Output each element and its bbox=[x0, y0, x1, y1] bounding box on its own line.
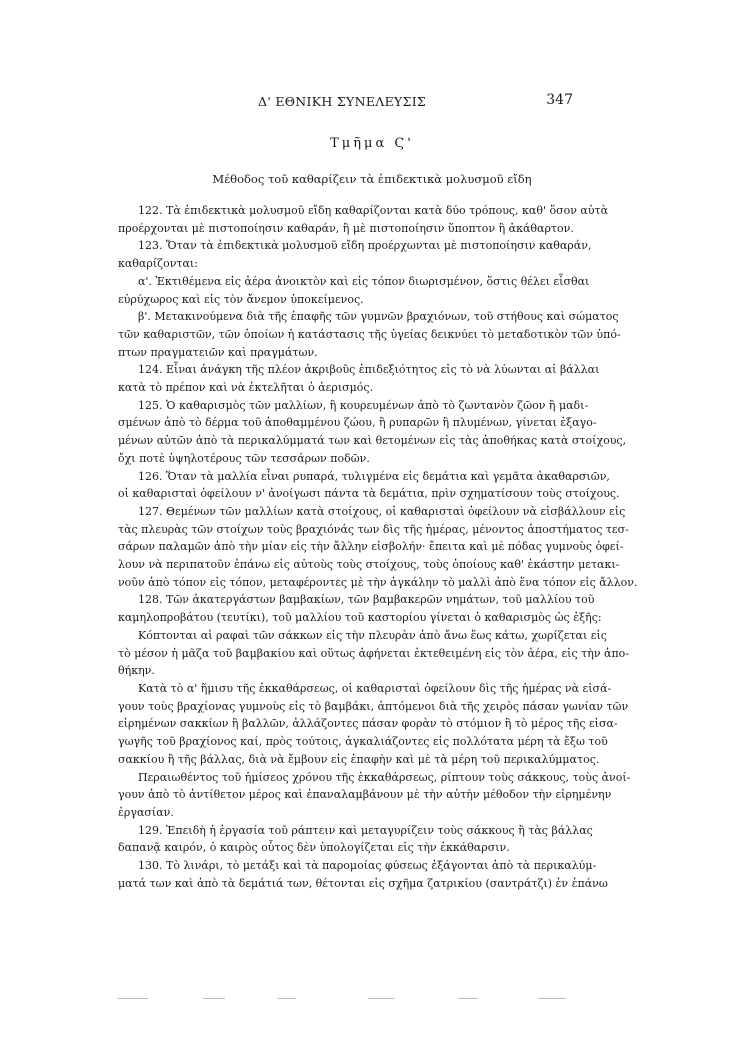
text-line: 129. Ἐπειδὴ ἡ ἐργασία τοῦ ράπτειν καὶ μεταγυρίζειν τοὺς σάκκους ἢ τὰς βάλλας bbox=[138, 823, 593, 837]
text-line: 130. Τὸ λινάρι, τὸ μετάξι καὶ τὰ παρομοίας φύσεως ἐξάγονται ἀπὸ τὰ περικαλύμ- bbox=[138, 859, 597, 873]
text-line: σάρων παλαμῶν ἀπὸ τὴν μίαν εἰς τὴν ἄλλην εἰσβολήν· ἔπειτα καὶ μὲ πόδας γυμνοὺς ὀφεί- bbox=[118, 540, 624, 554]
text-line: α'. Ἐκτιθέμενα εἰς ἀέρα ἀνοικτὸν καὶ εἰς τόπον διωρισμένον, ὅστις θέλει εἶσθαι bbox=[138, 274, 590, 288]
text-line: 127. Θεμένων τῶν μαλλίων κατὰ στοίχους, οἱ καθαρισταὶ ὀφείλουν νὰ εἰσβάλλουν εἰς bbox=[138, 504, 626, 518]
paragraph bbox=[118, 627, 630, 680]
text-line: προέρχονται μὲ πιστοποίησιν καθαράν, ἢ μὲ πιστοποίησιν ὕποπτον ἢ ἀκάθαρτον. bbox=[118, 221, 574, 235]
text-line: σακκίου ἢ τῆς βάλλας, διὰ νὰ ἔμβουν εἰς ἐπαφὴν καὶ μὲ τὰ μέρη τοῦ περικαλύμματος. bbox=[118, 752, 600, 766]
text-line: καμηλοπροβάτου (τευτίκι), τοῦ μαλλίου τοῦ καστορίου γίνεται ὁ καθαρισμὸς ὡς ἑξῆς: bbox=[118, 611, 602, 625]
text-line: 122. Τὰ ἐπιδεκτικὰ μολυσμοῦ εἴδη καθαρίζονται κατὰ δύο τρόπους, καθ' ὅσον αὐτὰ bbox=[138, 204, 609, 217]
running-head bbox=[118, 94, 573, 112]
paragraph bbox=[118, 397, 627, 468]
paragraph bbox=[118, 769, 631, 822]
text-line: σμένων ἀπὸ τὸ δέρμα τοῦ ἀποθαμμένου ζώου, ἢ ρυπαρῶν ἢ πλυμένων, γίνεται ἐξαγο- bbox=[118, 416, 597, 430]
text-line: θήκην. bbox=[118, 664, 155, 678]
page-number: 347 bbox=[546, 92, 573, 108]
running-title: Δ' ΕΘΝΙΚΗ ΣΥΝΕΛΕΥΣΙΣ bbox=[258, 94, 427, 109]
text-line: Περαιωθέντος τοῦ ἡμίσεος χρόνου τῆς ἐκκαθάρσεως, ρίπτουν τοὺς σάκκους, τοὺς ἀνοί- bbox=[138, 770, 631, 784]
text-line: 124. Εἶναι ἀνάγκη τῆς πλέον ἀκριβοῦς ἐπιδεξιότητος εἰς τὸ νὰ λύωνται αἱ βάλλαι bbox=[138, 363, 600, 377]
paragraph bbox=[118, 503, 638, 592]
scan-mark bbox=[368, 998, 394, 999]
text-line: 123. Ὅταν τὰ ἐπιδεκτικὰ μολυσμοῦ εἴδη προέρχωνται μὲ πιστοποίησιν καθαράν, bbox=[138, 239, 592, 253]
paragraph bbox=[118, 857, 608, 892]
text-line: τῶν καθαριστῶν, τῶν ὁποίων ἡ κατάστασις τῆς ὑγείας δεικνύει τὸ μεταδοτικὸν τῶν ὑπό- bbox=[118, 327, 621, 341]
text-line: μένων αὐτῶν ἀπὸ τὰ περικαλύμματά των καὶ θετομένων εἰς τὰς ἀποθήκας κατὰ στοίχους, bbox=[118, 434, 627, 448]
scan-mark bbox=[538, 998, 566, 999]
paragraph bbox=[118, 273, 590, 308]
scan-mark bbox=[118, 998, 148, 999]
text-line: τὰς πλευρὰς τῶν στοίχων τοὺς βραχιόνάς των δὶς τῆς ἡμέρας, μένοντος ἀποστήματος τεσ- bbox=[118, 522, 629, 536]
text-line: 125. Ὁ καθαρισμὸς τῶν μαλλίων, ἢ κουρευμένων ἀπὸ τὸ ζωντανὸν ζῶον ἢ μαδι- bbox=[138, 398, 589, 412]
text-line: ματά των καὶ ἀπὸ τὰ δεμάτιά των, θέτονται εἰς σχῆμα ζατρικίου (σαντράτζι) ἐν ἐπάνω bbox=[118, 876, 608, 890]
text-line: νοῦν ἀπὸ τόπον εἰς τόπον, μεταφέροντες μὲ τὴν ἀγκάλην τὸ μαλλὶ ἀπὸ ἕνα τόπον εἰς ἄλλον. bbox=[118, 575, 638, 589]
scan-mark bbox=[203, 998, 225, 999]
text-line: ὄχι ποτὲ ὑψηλοτέρους τῶν τεσσάρων ποδῶν. bbox=[118, 451, 370, 465]
text-line: εἰρημένων σακκίων ἢ βαλλῶν, ἀλλάζοντες πάσαν φορὰν τὸ στόμιον ἢ τὸ μέρος τῆς εἰσα- bbox=[118, 717, 618, 731]
scan-mark bbox=[458, 998, 478, 999]
text-line: Κόπτονται αἱ ραφαὶ τῶν σάκκων εἰς τὴν πλευρὰν ἀπὸ ἄνω ἕως κάτω, χωρίζεται εἰς bbox=[138, 628, 607, 642]
paragraph bbox=[118, 591, 602, 626]
text-line: κατὰ τὸ πρέπον καὶ νὰ ἐκτελῆται ὁ ἀερισμός. bbox=[118, 381, 374, 395]
text-line: Κατὰ τὸ α' ἥμισυ τῆς ἐκκαθάρσεως, οἱ καθαρισταὶ ὀφείλουν δὶς τῆς ἡμέρας νὰ εἰσά- bbox=[138, 681, 612, 695]
text-line: 128. Τῶν ἀκατεργάστων βαμβακίων, τῶν βαμβακερῶν νημάτων, τοῦ μαλλίου τοῦ bbox=[138, 593, 595, 607]
text-line: εὐρύχωρος καὶ εἰς τὸν ἄνεμον ὑποκείμενος. bbox=[118, 292, 364, 306]
paragraph bbox=[118, 237, 592, 272]
text-line: ἐργασίαν. bbox=[118, 805, 174, 819]
text-line: γουν τοὺς βραχίονας γυμνοὺς εἰς τὸ βαμβάκι, ἁπτόμενοι διὰ τῆς χειρὸς πάσαν γωνίαν τῶν bbox=[118, 699, 629, 713]
text-line: πτων πραγματειῶν καὶ πραγμάτων. bbox=[118, 345, 318, 359]
text-line: γωγῆς τοῦ βραχίονος καί, πρὸς τούτοις, ἀγκαλιάζοντες εἰς πολλότατα μέρη τὰ ἔξω τοῦ bbox=[118, 735, 608, 749]
paragraph bbox=[118, 680, 629, 769]
text-line: τὸ μέσον ἡ μᾶζα τοῦ βαμβακίου καὶ οὕτως ἀφήνεται ἐκτεθειμένη εἰς τὸν ἀέρα, εἰς τὴν ἀπο- bbox=[118, 646, 630, 660]
text-line: δαπανᾷ καιρόν, ὁ καιρὸς οὗτος δὲν ὑπολογίζεται εἰς τὴν ἐκκάθαρσιν. bbox=[118, 841, 510, 855]
text-line: λουν νὰ περιπατοῦν ἐπάνω εἰς αὐτοὺς τοὺς στοίχους, τοὺς ὁποίους καθ' ἑκάστην μετακι- bbox=[118, 558, 620, 572]
body-text bbox=[118, 202, 638, 892]
paragraph bbox=[118, 822, 593, 857]
scan-artifact-marks bbox=[118, 998, 598, 1002]
text-line: οἱ καθαρισταὶ ὀφείλουν ν' ἀνοίγωσι πάντα τὰ δεμάτια, πρὶν σχηματίσουν τοὺς στοίχους. bbox=[118, 487, 620, 501]
section-subtitle: Μέθοδος τοῦ καθαρίζειν τὰ ἐπιδεκτικὰ μολυσμοῦ εἴδη bbox=[212, 172, 532, 186]
paragraph bbox=[118, 361, 600, 396]
scan-mark bbox=[278, 998, 296, 999]
text-line: β'. Μετακινούμενα διὰ τῆς ἐπαφῆς τῶν γυμνῶν βραχιόνων, τοῦ στήθους καὶ σώματος bbox=[138, 310, 619, 324]
paragraph bbox=[118, 308, 621, 361]
section-title: Τμῆμα Ϛ' bbox=[330, 136, 414, 151]
text-line: γουν ἀπὸ τὸ ἀντίθετον μέρος καὶ ἐπαναλαμβάνουν μὲ τὴν αὐτὴν μέθοδον τὴν εἰρημένην bbox=[118, 788, 612, 802]
paragraph bbox=[118, 468, 620, 503]
text-line: καθαρίζονται: bbox=[118, 257, 198, 271]
paragraph bbox=[118, 202, 609, 237]
text-line: 126. Ὅταν τὰ μαλλία εἶναι ρυπαρά, τυλιγμένα εἰς δεμάτια καὶ γεμᾶτα ἀκαθαρσιῶν, bbox=[138, 469, 610, 483]
